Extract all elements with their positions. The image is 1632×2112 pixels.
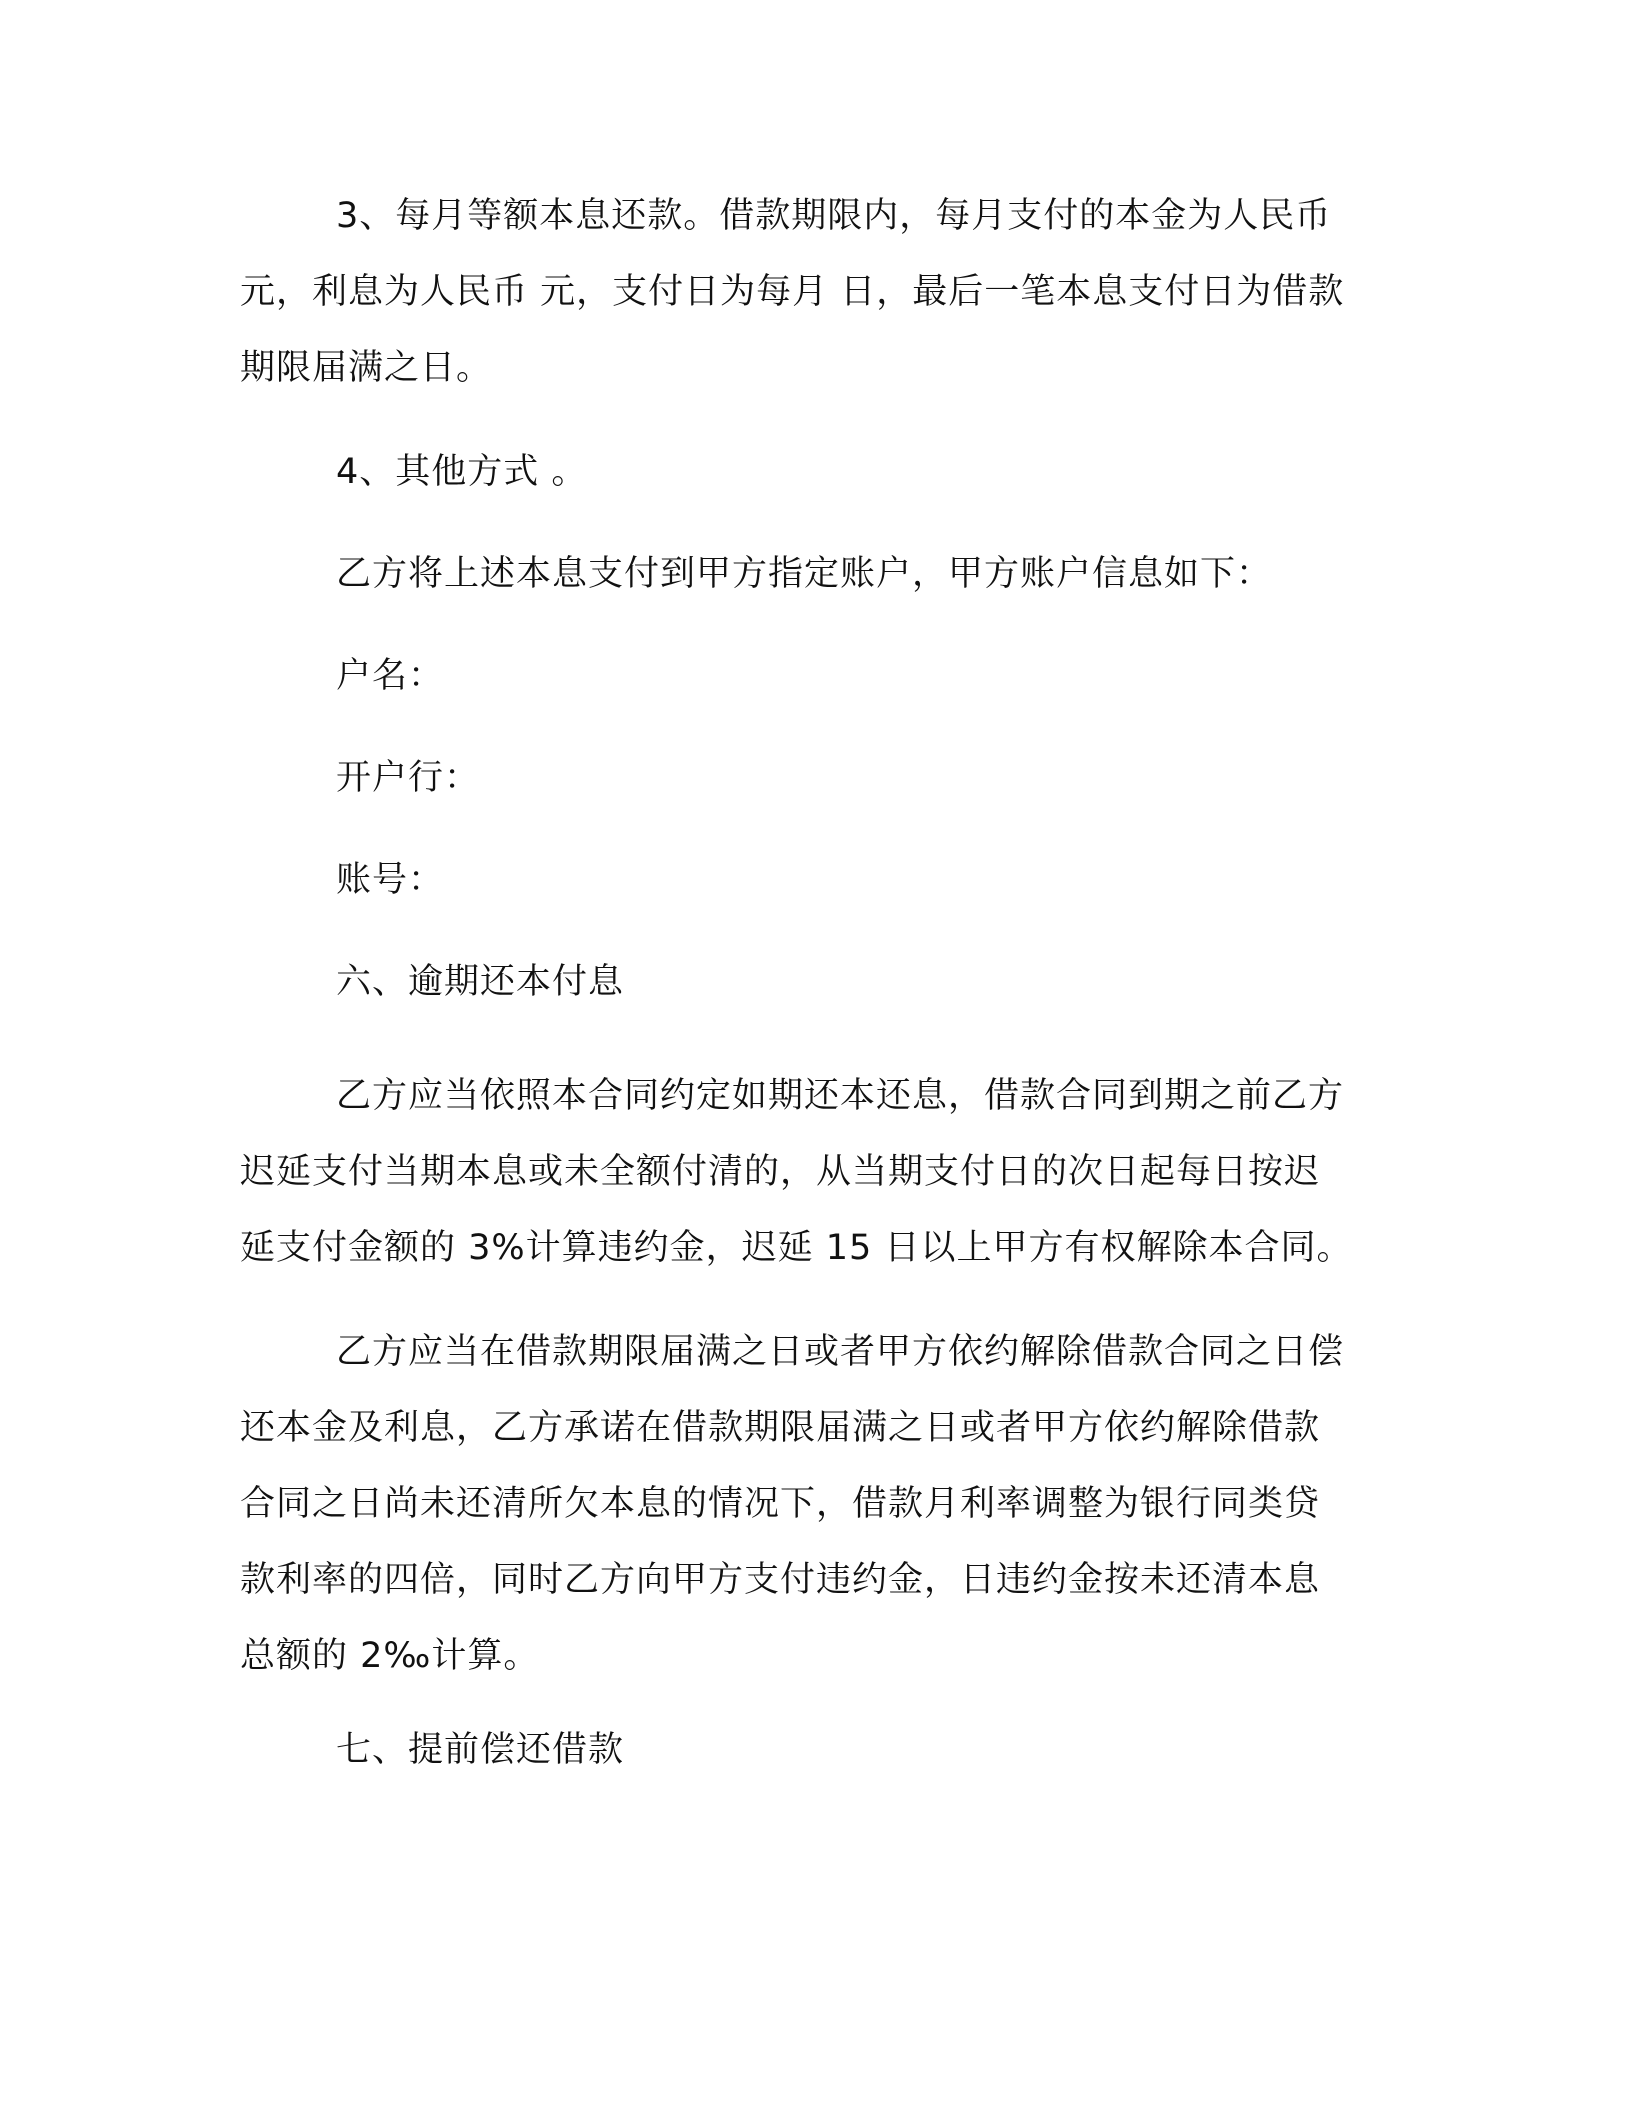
text-line: 3、每月等额本息还款。借款期限内，每月支付的本金为人民币 bbox=[336, 196, 1332, 236]
text-line: 合同之日尚未还清所欠本息的情况下，借款月利率调整为银行同类贷 bbox=[240, 1484, 1321, 1524]
overdue-paragraph-1 bbox=[240, 1058, 1390, 1286]
text-line: 七、提前偿还借款 bbox=[336, 1730, 625, 1770]
text-line: 账号： bbox=[336, 860, 445, 900]
section-7-heading bbox=[336, 1712, 1486, 1788]
clause-3-equal-installment bbox=[240, 178, 1390, 406]
text-line: 4、其他方式 。 bbox=[336, 452, 588, 492]
text-line: 乙方应当在借款期限届满之日或者甲方依约解除借款合同之日偿 bbox=[336, 1332, 1345, 1372]
section-6-heading bbox=[336, 944, 1486, 1020]
text-line: 乙方将上述本息支付到甲方指定账户，甲方账户信息如下： bbox=[336, 554, 1273, 594]
text-line: 乙方应当依照本合同约定如期还本还息，借款合同到期之前乙方 bbox=[336, 1076, 1345, 1116]
account-number-field bbox=[336, 842, 1486, 918]
text-line: 款利率的四倍，同时乙方向甲方支付违约金，日违约金按未还清本息 bbox=[240, 1560, 1321, 1600]
text-line: 户名： bbox=[336, 656, 445, 696]
text-line: 开户行： bbox=[336, 758, 481, 798]
text-line: 六、逾期还本付息 bbox=[336, 962, 625, 1002]
text-line: 还本金及利息，乙方承诺在借款期限届满之日或者甲方依约解除借款 bbox=[240, 1408, 1321, 1448]
text-line: 元，利息为人民币 元，支付日为每月 日，最后一笔本息支付日为借款 bbox=[240, 272, 1345, 312]
bank-field bbox=[336, 740, 1486, 816]
account-name-field bbox=[336, 638, 1486, 714]
text-line: 期限届满之日。 bbox=[240, 348, 493, 388]
overdue-paragraph-2 bbox=[240, 1314, 1390, 1694]
text-line: 总额的 2‰计算。 bbox=[240, 1636, 540, 1676]
clause-4-other-method bbox=[336, 434, 1486, 510]
text-line: 迟延支付当期本息或未全额付清的，从当期支付日的次日起每日按迟 bbox=[240, 1152, 1321, 1192]
account-intro bbox=[336, 536, 1486, 612]
text-line: 延支付金额的 3%计算违约金，迟延 15 日以上甲方有权解除本合同。 bbox=[240, 1228, 1353, 1268]
